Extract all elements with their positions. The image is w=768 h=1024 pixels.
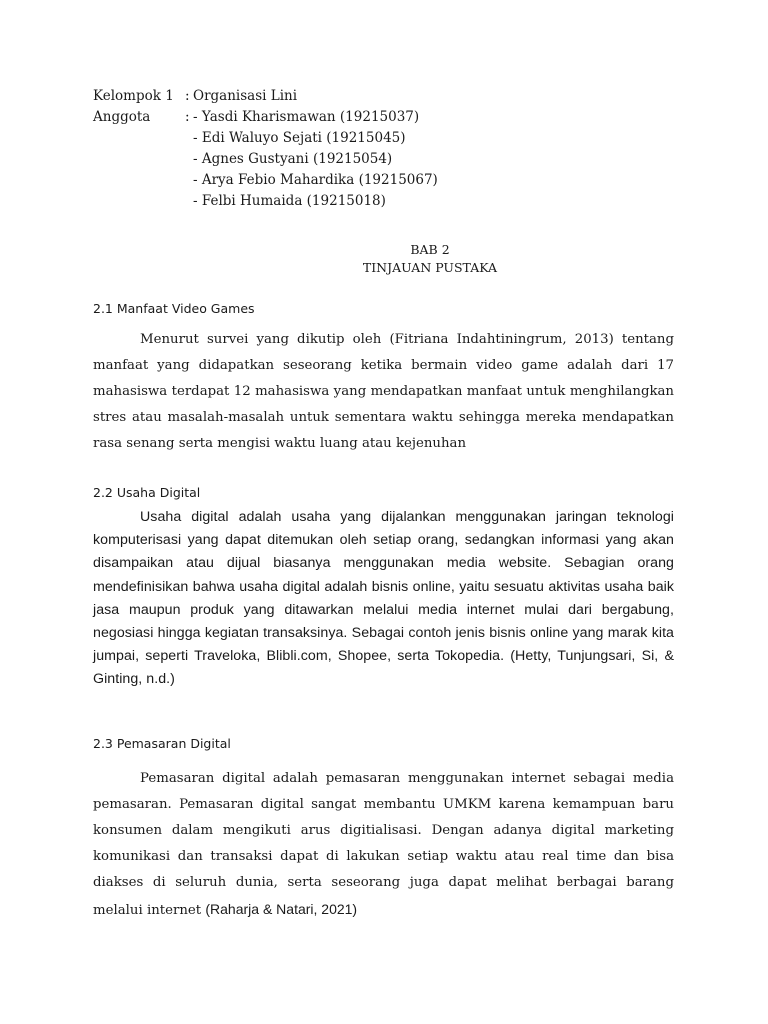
section-citation: (Raharja & Natari, 2021)	[205, 901, 358, 917]
chapter-title: TINJAUAN PUSTAKA	[362, 260, 498, 275]
member-item: - Felbi Humaida (19215018)	[193, 193, 386, 209]
section-paragraph	[93, 327, 674, 457]
group-label: Kelompok 1	[93, 88, 174, 104]
section-body: Pemasaran digital adalah pemasaran menggunakan internet sebagai media pemasaran. Pemasaran digital sangat membantu UMKM karena kemampuan baru konsumen dalam mengikuti arus digitialisasi. Dengan adanya digital marketing komunikasi dan transaksi dapat di lakukan setiap waktu atau real time dan bisa diakses di seluruh dunia, serta seseorang juga dapat melihat berbagai barang melalui internet	[93, 771, 674, 918]
section-heading: 2.3 Pemasaran Digital	[93, 736, 231, 751]
section-heading: 2.1 Manfaat Video Games	[93, 301, 255, 316]
members-row	[93, 107, 438, 212]
section-heading: 2.2 Usaha Digital	[93, 485, 201, 500]
section-body: Usaha digital adalah usaha yang dijalankan menggunakan jaringan teknologi komputerisasi yang dapat ditemukan oleh setiap orang, sedangkan informasi yang akan disampaikan atau dijual biasanya menggunakan media website. Sebagian orang mendefinisikan bahwa usaha digital adalah bisnis online, yaitu sesuatu aktivitas usaha baik jasa maupun produk yang ditawarkan melalui media internet mulai dari bergabung, negosiasi hingga kegiatan transaksinya. Sebagai contoh jenis bisnis online yang marak kita jumpai, seperti Traveloka, Blibli.com, Shopee, serta Tokopedia. (Hetty, Tunjungsari, Si, & Ginting, n.d.)	[93, 509, 674, 688]
group-info	[93, 86, 438, 212]
chapter-number: BAB 2	[410, 242, 450, 257]
section-body: Menurut survei yang dikutip oleh (Fitriana Indahtiningrum, 2013) tentang manfaat yang didapatkan seseorang ketika bermain video game adalah dari 17 mahasiswa terdapat 12 mahasiswa yang mendapatkan manfaat untuk menghilangkan stres atau masalah-masalah untuk sementara waktu sehingga mereka mendapatkan rasa senang serta mengisi waktu luang atau kejenuhan	[93, 332, 674, 451]
group-separator: :	[185, 88, 190, 104]
member-item: - Yasdi Kharismawan (19215037)	[193, 109, 420, 125]
member-item: - Agnes Gustyani (19215054)	[193, 151, 393, 167]
section-paragraph	[93, 506, 674, 692]
member-item: - Edi Waluyo Sejati (19215045)	[193, 130, 406, 146]
group-row	[93, 86, 438, 107]
members-list	[193, 107, 438, 212]
members-separator: :	[185, 109, 190, 125]
members-label: Anggota	[93, 109, 151, 125]
group-value: Organisasi Lini	[193, 88, 298, 104]
member-item: - Arya Febio Mahardika (19215067)	[193, 172, 438, 188]
section-paragraph	[93, 766, 674, 924]
